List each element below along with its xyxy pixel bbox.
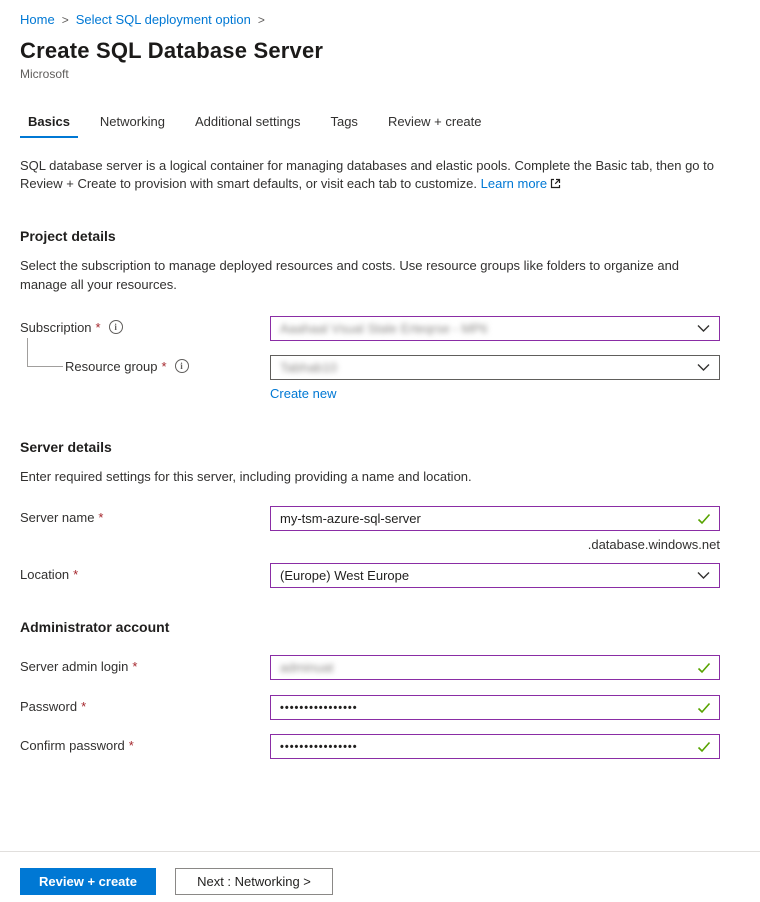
confirm-password-label-text: Confirm password	[20, 738, 125, 754]
info-icon[interactable]: i	[109, 320, 123, 334]
breadcrumb-separator-icon: >	[257, 12, 265, 27]
password-input[interactable]	[270, 695, 720, 720]
subscription-label-text: Subscription	[20, 319, 92, 335]
confirm-password-input[interactable]	[270, 734, 720, 759]
learn-more-link[interactable]: Learn more	[480, 176, 548, 192]
location-control	[270, 563, 720, 588]
project-details-description: Select the subscription to manage deployed resources and costs. Use resource groups like folders to organize and manage all your resources.	[20, 257, 680, 292]
password-row	[20, 695, 720, 720]
server-admin-login-control	[270, 655, 720, 680]
password-label-text: Password	[20, 699, 78, 715]
location-row	[20, 563, 720, 588]
subscription-dropdown[interactable]	[270, 316, 720, 341]
server-admin-login-row	[20, 655, 720, 680]
tab-additional-settings[interactable]: Additional settings	[194, 114, 301, 129]
resource-group-value-redacted: Tabhab10	[280, 359, 338, 375]
confirm-password-label	[20, 734, 270, 753]
tab-tags[interactable]: Tags	[330, 114, 358, 129]
subscription-control	[270, 316, 720, 341]
confirm-password-row	[20, 734, 720, 759]
password-control	[270, 695, 720, 720]
tab-bar	[20, 110, 720, 138]
password-label	[20, 695, 270, 714]
required-asterisk: *	[132, 659, 138, 675]
location-label-text: Location	[20, 567, 70, 583]
breadcrumb-link-home[interactable]: Home	[20, 12, 55, 27]
server-admin-login-input[interactable]	[270, 655, 720, 680]
resource-group-row	[20, 355, 720, 403]
server-name-label	[20, 506, 270, 525]
server-name-control	[270, 506, 720, 552]
next-networking-button[interactable]: Next : Networking >	[175, 868, 333, 895]
location-dropdown[interactable]	[270, 563, 720, 588]
section-heading-server-details: Server details	[20, 438, 112, 455]
review-create-button[interactable]: Review + create	[20, 868, 156, 895]
footer-action-bar	[0, 851, 760, 895]
tab-networking[interactable]: Networking	[99, 114, 165, 129]
resource-group-control	[270, 355, 720, 403]
tab-review-create[interactable]: Review + create	[387, 114, 482, 129]
chevron-down-icon	[697, 360, 710, 375]
server-name-input[interactable]	[270, 506, 720, 531]
page-title: Create SQL Database Server	[20, 38, 324, 63]
intro-description: SQL database server is a logical container for managing databases and elastic pools. Complete the Basic tab, then go to Review + Create to provision with smart defaults, or visit each tab to customize.	[20, 158, 714, 192]
project-fields-group	[20, 316, 720, 403]
server-name-row	[20, 506, 720, 552]
info-icon[interactable]: i	[175, 359, 189, 373]
location-label	[20, 563, 270, 582]
tab-basics[interactable]: Basics	[20, 110, 78, 138]
resource-group-label-text: Resource group	[65, 358, 158, 374]
server-details-description: Enter required settings for this server, including providing a name and location.	[20, 468, 472, 484]
subscription-resource-connector-line	[27, 338, 63, 367]
section-heading-administrator-account: Administrator account	[20, 619, 170, 636]
section-heading-project-details: Project details	[20, 227, 116, 244]
resource-group-dropdown[interactable]	[270, 355, 720, 380]
create-new-link[interactable]: Create new	[270, 385, 337, 401]
publisher-label: Microsoft	[20, 67, 69, 81]
required-asterisk: *	[95, 319, 101, 335]
required-asterisk: *	[73, 567, 79, 583]
chevron-down-icon	[697, 568, 710, 583]
subscription-value-redacted: Aaahaal Vsual Stale Erteqrse - MPti	[280, 320, 488, 336]
server-name-label-text: Server name	[20, 510, 95, 526]
server-admin-login-label	[20, 655, 270, 674]
server-admin-login-label-text: Server admin login	[20, 659, 129, 675]
chevron-down-icon	[697, 321, 710, 336]
required-asterisk: *	[81, 699, 87, 715]
intro-text	[20, 157, 720, 195]
required-asterisk: *	[161, 358, 167, 374]
required-asterisk: *	[98, 510, 104, 526]
confirm-password-control	[270, 734, 720, 759]
breadcrumb-link-sql-deployment[interactable]: Select SQL deployment option	[75, 12, 251, 27]
breadcrumb	[20, 12, 720, 27]
external-link-icon	[550, 176, 561, 194]
subscription-row	[20, 316, 720, 341]
breadcrumb-separator-icon: >	[61, 12, 69, 27]
required-asterisk: *	[128, 738, 134, 754]
server-name-domain-suffix: .database.windows.net	[587, 537, 720, 553]
server-admin-login-value-redacted: adminuat	[280, 660, 334, 676]
location-value: (Europe) West Europe	[280, 568, 410, 584]
subscription-label	[20, 316, 270, 335]
